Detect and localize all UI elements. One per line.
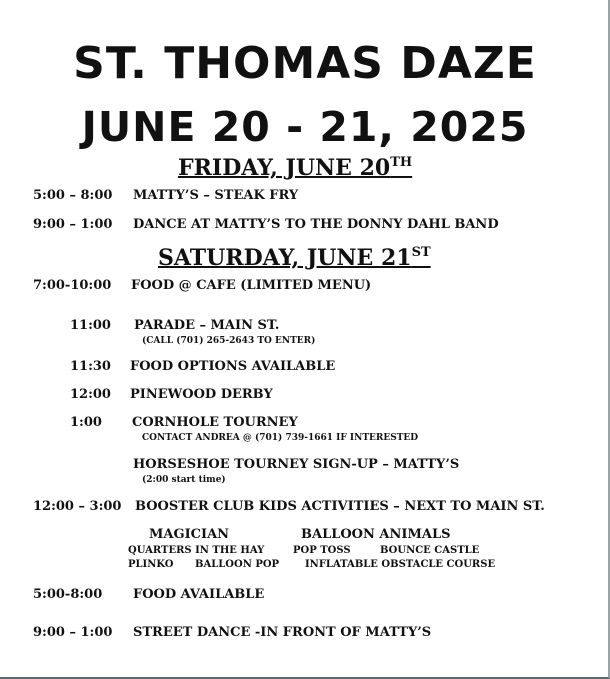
event-dates: JUNE 20 - 21, 2025: [81, 103, 529, 151]
event-time: 11:00: [70, 318, 111, 333]
event-desc: BOOSTER CLUB KIDS ACTIVITIES – NEXT TO MAIN ST.: [135, 499, 545, 514]
activity-item: BALLOON ANIMALS: [301, 527, 451, 542]
event-desc: FOOD AVAILABLE: [133, 587, 265, 602]
event-desc: FOOD OPTIONS AVAILABLE: [130, 359, 336, 374]
event-note: CONTACT ANDREA @ (701) 739-1661 IF INTERESTED: [142, 433, 419, 443]
activity-item: BOUNCE CASTLE: [380, 545, 480, 556]
event-time: 1:00: [70, 415, 102, 430]
saturday-heading: SATURDAY, JUNE 21ST: [158, 245, 431, 271]
event-time: 5:00-8:00: [33, 587, 103, 602]
event-time: 9:00 – 1:00: [33, 625, 113, 640]
friday-heading: FRIDAY, JUNE 20TH: [178, 155, 413, 181]
event-desc: PARADE – MAIN ST.: [134, 318, 280, 333]
activity-item: BALLOON POP: [195, 559, 280, 570]
event-desc: STREET DANCE -IN FRONT OF MATTY’S: [133, 625, 432, 640]
event-desc: DANCE AT MATTY’S TO THE DONNY DAHL BAND: [133, 217, 499, 232]
event-time: 12:00 – 3:00: [33, 499, 122, 514]
event-desc: FOOD @ CAFE (LIMITED MENU): [131, 278, 372, 293]
event-desc: CORNHOLE TOURNEY: [132, 415, 298, 430]
event-desc: MATTY’S – STEAK FRY: [133, 188, 299, 203]
event-title: ST. THOMAS DAZE: [73, 38, 537, 89]
event-time: 5:00 – 8:00: [33, 188, 113, 203]
activity-item: PLINKO: [128, 559, 174, 570]
event-time: 11:30: [70, 359, 111, 374]
activity-item: POP TOSS: [293, 545, 351, 556]
event-note: (2:00 start time): [142, 475, 226, 485]
event-desc: PINEWOOD DERBY: [130, 387, 273, 402]
event-time: 12:00: [70, 387, 111, 402]
event-time: 9:00 – 1:00: [33, 217, 113, 232]
activity-item: INFLATABLE OBSTACLE COURSE: [305, 559, 496, 570]
event-note: (CALL (701) 265-2643 TO ENTER): [142, 336, 316, 346]
event-desc: HORSESHOE TOURNEY SIGN-UP – MATTY’S: [133, 457, 460, 472]
activity-item: QUARTERS IN THE HAY: [128, 545, 265, 556]
event-time: 7:00-10:00: [33, 278, 112, 293]
activity-item: MAGICIAN: [149, 527, 230, 542]
